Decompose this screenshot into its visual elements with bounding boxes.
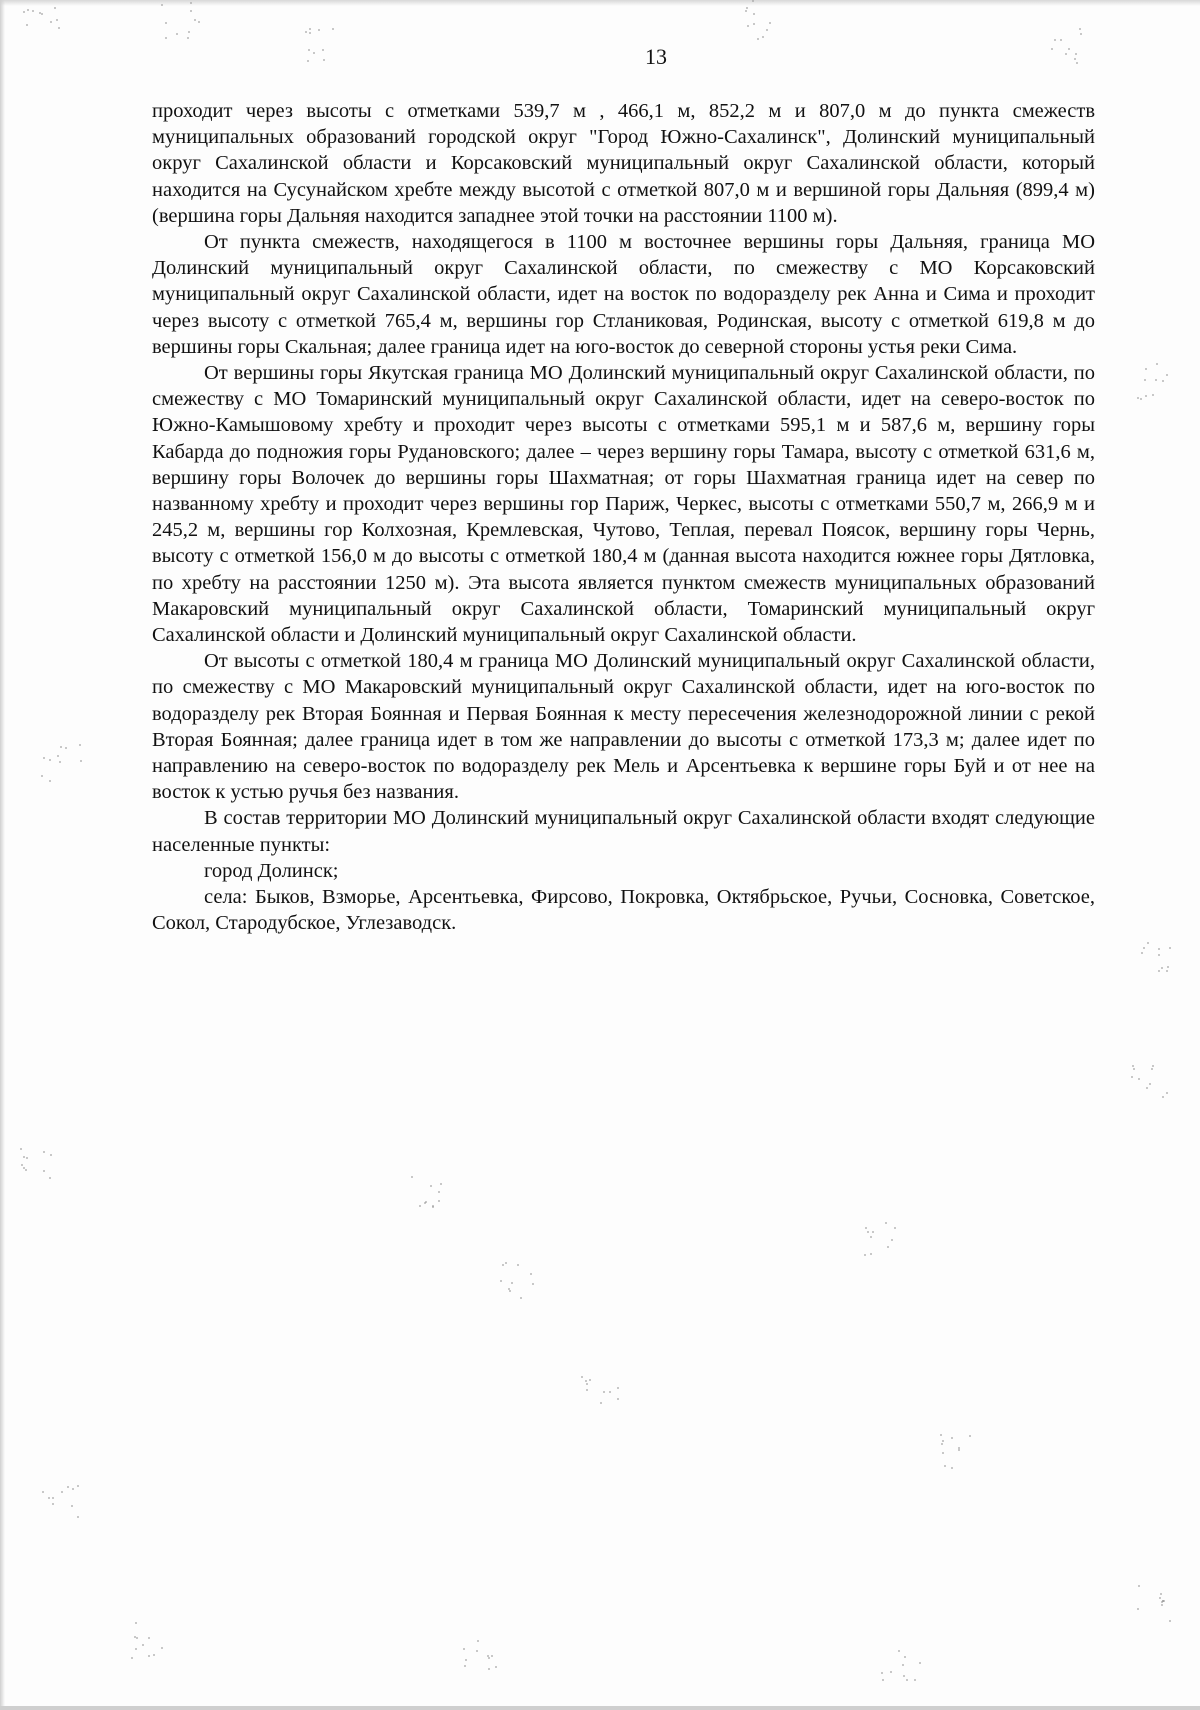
scan-speck [309,32,311,34]
scan-speck [944,1465,946,1467]
scan-speck [502,1264,504,1266]
scan-speck [1161,967,1163,969]
scan-speck [941,1443,943,1445]
scan-speck [958,1449,960,1451]
scan-speck [609,1391,611,1393]
scan-speck [56,19,58,21]
scan-speck [882,1679,884,1681]
scan-speck [753,13,755,15]
scan-speck [865,1227,867,1229]
scan-speck [142,1644,144,1646]
scan-speck [1161,1604,1163,1606]
scan-speck [79,744,81,746]
scan-speck [135,1622,137,1624]
scan-speck [617,1387,619,1389]
scan-speck [942,1440,944,1442]
scan-speck [135,1648,137,1650]
scan-speck [438,1191,440,1193]
scan-speck [176,33,178,35]
scan-speck [187,37,189,39]
scan-speck [902,1664,904,1666]
scan-speck [60,746,62,748]
scan-speck [50,21,52,23]
scan-speck [43,1151,45,1153]
scan-speck [21,1164,23,1166]
scan-speck [581,1376,583,1378]
scan-speck [1162,1096,1164,1098]
scan-speck [307,60,309,62]
scan-speck [57,755,59,757]
scan-speck [318,29,320,31]
scan-speck [894,1227,896,1229]
scan-speck [1079,28,1081,30]
scan-speck [148,1655,150,1657]
scan-speck [1143,947,1145,949]
scan-speck [161,1647,163,1649]
scan-speck [153,1654,155,1656]
scan-speck [1140,398,1142,400]
scan-speck [1137,397,1139,399]
scan-speck [52,1497,54,1499]
scan-speck [942,1452,944,1454]
scan-speck [745,10,747,12]
scan-speck [131,1657,133,1659]
scan-speck [1166,1092,1168,1094]
scan-speck [1141,952,1143,954]
scan-speck [80,760,82,762]
scan-speck [898,1650,900,1652]
scan-speck [600,1402,602,1404]
scan-speck [530,1273,532,1275]
scan-speck [891,1239,893,1241]
scan-speck [1152,394,1154,396]
scan-speck [1159,1597,1161,1599]
scan-speck [511,1282,513,1284]
scan-speck [305,31,307,33]
scan-speck [1131,1076,1133,1078]
scan-speck [59,761,61,763]
scan-speck [1132,1065,1134,1067]
scan-speck [42,1491,44,1493]
scan-speck [1152,1065,1154,1067]
scan-speck [1151,1068,1153,1070]
scan-speck [603,1391,605,1393]
scan-speck [495,1666,497,1668]
scan-speck [1162,380,1164,382]
paragraph-korsakov-boundary: От пункта смежеств, находящегося в 1100 м восточнее вершины горы Дальняя, граница МО Долинский муниципальный округ Сахалинской области, по смежеству с МО Корсаковский муниципальный округ Сахалинской области, идет на восток по водоразделу рек Анна и Сима и проходит через высоту с отметкой 765,4 м, вершины гор Стланиковая, Родинская, высоту с отметкой 619,8 м до вершины горы Скальная; далее граница идет на юго-восток до северной стороны устья реки Сима. [152,231,1095,358]
scan-speck [517,1264,519,1266]
scan-speck [870,1236,872,1238]
scan-speck [870,1253,872,1255]
scan-speck [1158,954,1160,956]
scan-speck [430,1185,432,1187]
scan-speck [20,1148,22,1150]
scan-speck [165,37,167,39]
scan-speck [440,1183,442,1185]
scan-speck [54,7,56,9]
scan-speck [161,4,163,6]
scan-speck [1162,1600,1164,1602]
scan-speck [194,19,196,21]
scan-speck [1158,970,1160,972]
scan-speck [1144,379,1146,381]
scan-speck [198,21,200,23]
scan-speck [1054,39,1056,41]
scan-speck [49,759,51,761]
scan-speck [757,38,759,40]
scan-speck [465,1659,467,1661]
scan-speck [958,1447,960,1449]
scan-speck [617,1398,619,1400]
scan-speck [1051,48,1053,50]
scan-speck [463,1648,465,1650]
scan-speck [134,1636,136,1638]
scan-speck [58,27,60,29]
scan-speck [532,1283,534,1285]
paragraph-territory-composition: В состав территории МО Долинский муниципальный округ Сахалинской области входят следующие населенные пункты: [152,807,1095,856]
scan-speck [438,1200,440,1202]
scan-speck [906,1679,908,1681]
scan-speck [890,1671,892,1673]
scan-speck [969,1435,971,1437]
scan-speck [77,1516,79,1518]
scan-speck [464,1665,466,1667]
paragraph-tomari-boundary: От вершины горы Якутская граница МО Долинский муниципальный округ Сахалинской области, по смежеству с МО Томаринский муниципальный округ Сахалинской области, идет на северо-восток по Южно-Камышовому хребту и проходит через высоты с отметками 595,1 м и 587,6 м, вершину горы Кабарда до подножия горы Рудановского; далее – через вершину горы Тамара, высоту с отметкой 631,6 м, вершину горы Волочек до вершины горы Шахматная; от горы Шахматная граница идет на север по названному хребту и проходит через вершины гор Париж, Черкес, высоты с отметками 550,7 м, 266,9 м и 245,2 м, вершины гор Колхозная, Кремлевская, Чутово, Теплая, перевал Поясок, вершину горы Чернь, высоту с отметкой 156,0 м до высоты с отметкой 180,4 м (данная высота находится южнее горы Дятловка, по хребту на расстоянии 1250 м). Эта высота является пунктом смежеств муниципальных образований Макаровский муниципальный округ Сахалинской области, Томаринский муниципальный округ Сахалинской области и Долинский муниципальный округ Сахалинской области. [152,362,1095,647]
scan-speck [65,747,67,749]
scan-speck [1169,947,1171,949]
scan-speck [77,1485,79,1487]
scan-speck [23,1156,25,1158]
scan-speck [165,22,167,24]
scan-speck [864,1254,866,1256]
scan-speck [766,29,768,31]
scan-speck [488,1668,490,1670]
scan-speck [509,1290,511,1292]
scan-speck [586,1389,588,1391]
scan-speck [49,780,51,782]
scan-speck [872,1231,874,1233]
scan-speck [491,1655,493,1657]
scan-speck [940,1434,942,1436]
scan-speck [48,1497,50,1499]
scan-speck [43,757,45,759]
scan-speck [589,1379,591,1381]
scan-speck [586,1383,588,1385]
scan-speck [747,25,749,27]
scan-speck [867,1231,869,1233]
scan-speck [50,1154,52,1156]
scan-speck [476,1650,478,1652]
scan-speck [1145,368,1147,370]
scan-speck [41,13,43,15]
scan-speck [43,1170,45,1172]
scan-speck [71,1505,73,1507]
page-number: 13 [645,44,667,69]
scan-speck [1147,942,1149,944]
scan-speck [881,1672,883,1674]
scan-speck [49,1177,51,1179]
scan-speck [61,1491,63,1493]
scan-edge-bottom [0,1706,1200,1710]
scan-speck [72,1488,74,1490]
scan-speck [903,1675,905,1677]
scan-speck [1166,374,1168,376]
scan-speck [1166,970,1168,972]
scan-speck [914,1679,916,1681]
scan-speck [477,1640,479,1642]
scan-edge-left [0,0,5,1710]
scan-speck [1146,1087,1148,1089]
scan-speck [1060,39,1062,41]
scan-speck [904,1656,906,1658]
scan-speck [500,1280,502,1282]
scan-speck [188,31,190,33]
scan-speck [1137,1608,1139,1610]
scan-speck [332,28,334,30]
scan-speck [1149,1083,1151,1085]
scan-speck [1138,1078,1140,1080]
scan-speck [885,1222,887,1224]
scan-speck [32,10,34,12]
document-body [152,98,1095,937]
scan-speck [746,7,748,9]
scan-speck [951,1467,953,1469]
scan-speck [1145,395,1147,397]
scan-speck [411,1176,413,1178]
paragraph-makarov-boundary: От высоты с отметкой 180,4 м граница МО Долинский муниципальный округ Сахалинской области, по смежеству с МО Макаровский муниципальный округ Сахалинской области, идет на юго-восток по водоразделу рек Вторая Боянная и Первая Боянная к месту пересечения железнодорожной линии с рекой Вторая Боянная; далее граница идет в том же направлении до высоты с отметкой 173,3 м; далее идет по направлению на северо-восток по водоразделу рек Мель и Арсентьевка к вершине горы Буй и от нее на восток к устью ручья без названия. [152,650,1095,804]
scan-speck [520,1297,522,1299]
scan-speck [308,49,310,51]
scan-speck [309,28,311,30]
paragraph-town: город Долинск; [204,859,339,882]
scan-speck [27,9,29,11]
scan-speck [919,1662,921,1664]
scan-speck [951,1437,953,1439]
scan-speck [1169,1620,1171,1622]
scan-speck [1160,1593,1162,1595]
scan-speck [23,11,25,13]
scan-speck [505,1262,507,1264]
scan-speck [25,1169,27,1171]
scan-speck [753,23,755,25]
scan-speck [585,1380,587,1382]
scan-speck [1158,948,1160,950]
scan-speck [67,1486,69,1488]
scan-speck [136,1637,138,1639]
scan-speck [52,1503,54,1505]
scan-speck [148,1637,150,1639]
paragraph-continuation: проходит через высоты с отметками 539,7 м , 466,1 м, 852,2 м и 807,0 м до пункта смежеств муниципальных образований городской округ "Город Южно-Сахалинск", Долинский муниципальный округ Сахалинской области и Корсаковский муниципальный округ Сахалинской области, который находится на Сусунайском хребте между высотой с отметкой 807,0 м и вершиной горы Дальняя (899,4 м) (вершина горы Дальняя находится западнее этой точки на расстоянии 1100 м). [152,100,1095,227]
scan-speck [26,1157,28,1159]
scan-speck [887,1246,889,1248]
scan-speck [1138,1585,1140,1587]
scan-edge-top [0,0,1200,6]
scan-speck [762,36,764,38]
scan-speck [769,22,771,24]
scan-speck [488,1657,490,1659]
scan-speck [190,10,192,12]
scan-speck [1156,363,1158,365]
scan-speck [419,1205,421,1207]
scan-speck [1133,1068,1135,1070]
scan-speck [1080,33,1082,35]
scan-speck [1167,966,1169,968]
scan-speck [26,24,28,26]
scan-speck [1155,379,1157,381]
paragraph-villages: села: Быков, Взморье, Арсентьевка, Фирсово, Покровка, Октябрьское, Ручьи, Сосновка, Советское, Сокол, Стародубское, Углезаводск. [152,886,1095,935]
scan-speck [41,775,43,777]
